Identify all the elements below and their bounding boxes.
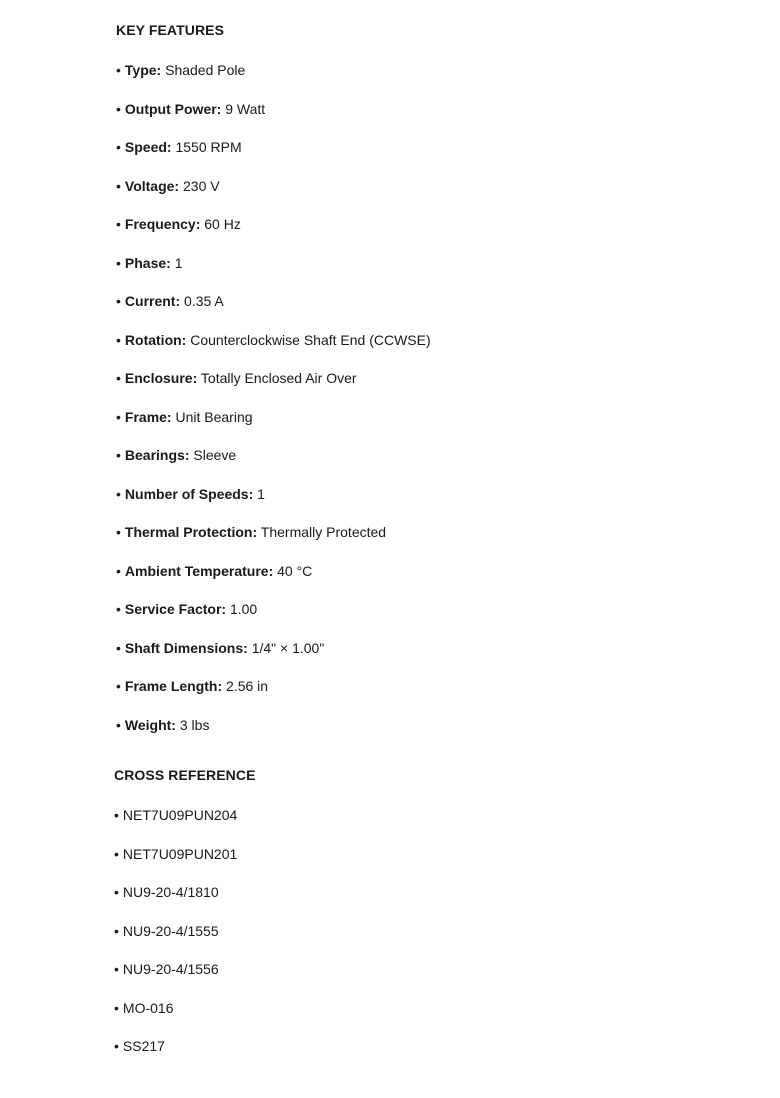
bullet-icon: • — [116, 139, 121, 155]
feature-label: Rotation: — [124, 331, 187, 348]
bullet-icon: • — [114, 845, 119, 862]
feature-label: Bearings: — [124, 447, 190, 463]
bullet-icon: • — [116, 716, 121, 733]
feature-value: 1550 RPM — [175, 139, 242, 155]
bullet-icon: • — [114, 922, 119, 939]
bullet-icon: • — [114, 807, 119, 823]
feature-item — [116, 677, 431, 716]
feature-value: 1.00 — [229, 601, 258, 617]
bullet-icon: • — [114, 884, 119, 900]
feature-label: Voltage: — [124, 177, 180, 194]
feature-item — [116, 61, 431, 100]
feature-label: Weight: — [124, 716, 176, 733]
feature-value: Thermally Protected — [260, 524, 387, 540]
cross-reference-part-number: MO-016 — [122, 999, 174, 1016]
feature-value: 0.35 A — [184, 293, 224, 309]
feature-label: Speed: — [124, 139, 172, 155]
cross-reference-part-number: NU9-20-4/1556 — [122, 961, 219, 977]
bullet-icon: • — [116, 216, 121, 232]
feature-value: 1 — [257, 485, 265, 502]
feature-item — [116, 408, 431, 447]
cross-reference-item — [114, 883, 237, 922]
bullet-icon: • — [116, 177, 121, 194]
feature-value: Counterclockwise Shaft End (CCWSE) — [190, 331, 431, 348]
feature-item — [116, 100, 431, 139]
feature-item — [116, 446, 431, 485]
bullet-icon: • — [116, 100, 121, 117]
cross-reference-heading: CROSS REFERENCE — [114, 767, 256, 783]
key-features-list — [116, 61, 431, 754]
bullet-icon: • — [114, 961, 119, 977]
feature-label: Current: — [124, 293, 181, 309]
feature-label: Phase: — [124, 254, 171, 271]
cross-reference-item — [114, 1037, 237, 1076]
feature-value: Shaded Pole — [165, 62, 246, 78]
feature-label: Frequency: — [124, 216, 201, 232]
feature-value: 9 Watt — [225, 100, 266, 117]
feature-label: Frame: — [124, 408, 172, 425]
feature-value: 230 V — [183, 177, 220, 194]
feature-item — [116, 716, 431, 755]
bullet-icon: • — [116, 562, 121, 579]
cross-reference-part-number: SS217 — [122, 1038, 165, 1054]
cross-reference-part-number: NU9-20-4/1810 — [122, 884, 219, 900]
feature-item — [116, 138, 431, 177]
feature-item — [116, 639, 431, 678]
bullet-icon: • — [114, 999, 119, 1016]
feature-value: 40 °C — [277, 562, 313, 579]
feature-value: 2.56 in — [226, 678, 269, 694]
cross-reference-part-number: NET7U09PUN204 — [122, 807, 238, 823]
feature-label: Output Power: — [124, 100, 222, 117]
bullet-icon: • — [116, 408, 121, 425]
bullet-icon: • — [116, 331, 121, 348]
feature-label: Ambient Temperature: — [124, 562, 274, 579]
feature-value: 3 lbs — [179, 716, 210, 733]
bullet-icon: • — [116, 639, 121, 656]
feature-item — [116, 177, 431, 216]
feature-label: Number of Speeds: — [124, 485, 254, 502]
feature-label: Thermal Protection: — [124, 524, 258, 540]
bullet-icon: • — [116, 62, 121, 78]
cross-reference-part-number: NET7U09PUN201 — [122, 845, 238, 862]
bullet-icon: • — [116, 447, 121, 463]
bullet-icon: • — [116, 293, 121, 309]
bullet-icon: • — [114, 1038, 119, 1054]
feature-value: 60 Hz — [204, 216, 241, 232]
bullet-icon: • — [116, 254, 121, 271]
bullet-icon: • — [116, 524, 121, 540]
bullet-icon: • — [116, 485, 121, 502]
key-features-heading: KEY FEATURES — [116, 22, 225, 38]
bullet-icon: • — [116, 370, 121, 386]
feature-value: Totally Enclosed Air Over — [200, 370, 357, 386]
cross-reference-part-number: NU9-20-4/1555 — [122, 922, 219, 939]
feature-item — [116, 331, 431, 370]
feature-item — [116, 523, 431, 562]
feature-label: Shaft Dimensions: — [124, 639, 248, 656]
bullet-icon: • — [116, 601, 121, 617]
feature-value: Unit Bearing — [175, 408, 253, 425]
feature-item — [116, 369, 431, 408]
feature-label: Frame Length: — [124, 678, 223, 694]
cross-reference-item — [114, 845, 237, 884]
cross-reference-item — [114, 999, 237, 1038]
feature-label: Enclosure: — [124, 370, 198, 386]
bullet-icon: • — [116, 678, 121, 694]
feature-label: Type: — [124, 62, 162, 78]
feature-item — [116, 292, 431, 331]
feature-value: Sleeve — [193, 447, 237, 463]
cross-reference-list — [114, 806, 237, 1076]
cross-reference-item — [114, 922, 237, 961]
feature-item — [116, 485, 431, 524]
cross-reference-item — [114, 806, 237, 845]
feature-value: 1 — [174, 254, 183, 271]
feature-item — [116, 600, 431, 639]
feature-value: 1/4" × 1.00" — [251, 639, 325, 656]
feature-item — [116, 215, 431, 254]
cross-reference-item — [114, 960, 237, 999]
feature-label: Service Factor: — [124, 601, 227, 617]
feature-item — [116, 254, 431, 293]
feature-item — [116, 562, 431, 601]
